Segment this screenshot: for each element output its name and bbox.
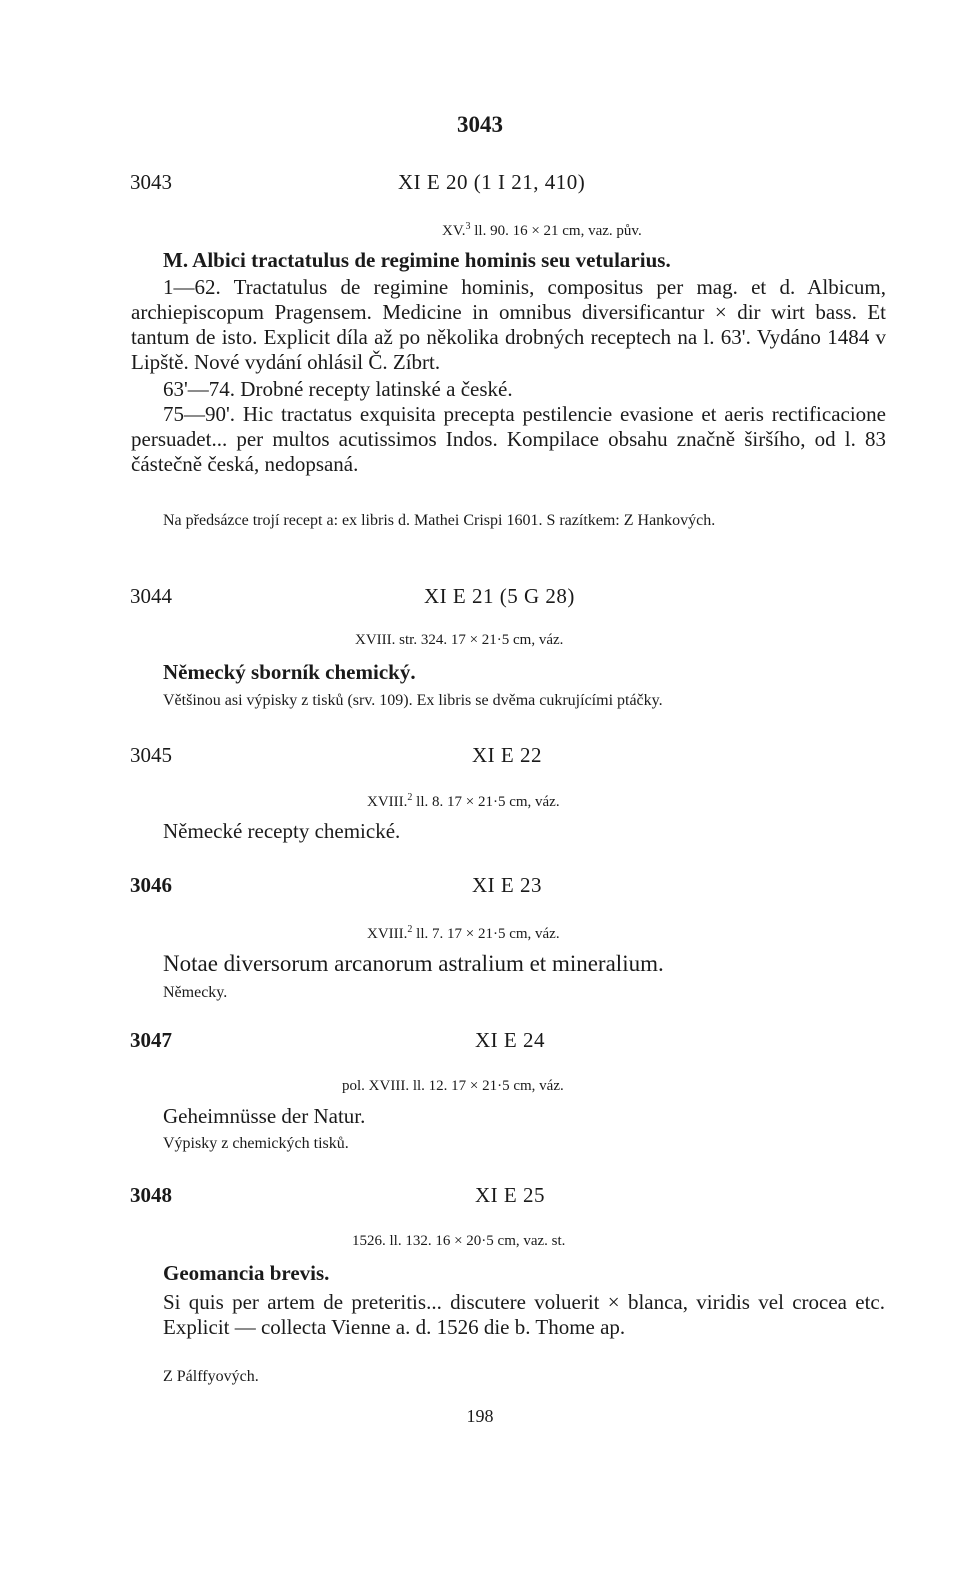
- page-header: 3043: [457, 112, 503, 137]
- entry-number: 3046: [130, 873, 172, 897]
- entry-title: Notae diversorum arcanorum astralium et mineralium.: [163, 951, 664, 976]
- entry-note: Většinou asi výpisky z tisků (srv. 109). Ex libris se dvěma cukrujícími ptáčky.: [163, 692, 663, 709]
- entry-number: 3048: [130, 1183, 172, 1207]
- entry-paragraph: Si quis per artem de preteritis... discutere voluerit × blanca, viridis vel crocea etc. Explicit — collecta Vienne a. d. 1526 die b. Thome ap.: [163, 1290, 885, 1339]
- entry-meta: pol. XVIII. ll. 12. 17 × 21·5 cm, váz.: [342, 1078, 564, 1094]
- entry-signature: XI E 24: [475, 1028, 545, 1052]
- entry-title: Německé recepty chemické.: [163, 819, 401, 843]
- entry-note: Německy.: [163, 984, 228, 1001]
- entry-paragraph: 63'—74. Drobné recepty latinské a české.: [163, 377, 513, 401]
- page-number: 198: [466, 1406, 494, 1426]
- entry-description: [163, 1290, 885, 1340]
- entry-number: 3047: [130, 1028, 172, 1052]
- entry-signature: XI E 23: [472, 873, 542, 897]
- entry-meta: XVIII. str. 324. 17 × 21·5 cm, váz.: [355, 632, 564, 648]
- entry-number: 3043: [130, 170, 172, 194]
- entry-paragraph: 75—90'. Hic tractatus exquisita precepta pestilencie evasione et aeris rectificacione persuadet... per multos acutissimos Indos. Kompilace obsahu značně širšího, od l. 83 částečně česká, nedopsaná.: [131, 402, 886, 476]
- entry-meta: XV.$^3$ ll. 90. 16 × 21 cm, vaz. pův.: [442, 221, 642, 239]
- entry-signature: XI E 25: [475, 1183, 545, 1207]
- entry-title: Německý sborník chemický.: [163, 660, 416, 684]
- entry-signature: XI E 20 (1 I 21, 410): [398, 170, 586, 194]
- entry-title: Geheimnüsse der Natur.: [163, 1104, 366, 1128]
- entry-note: Na předsázce trojí recept a: ex libris d. Mathei Crispi 1601. S razítkem: Z Hankových.: [163, 512, 716, 529]
- entry-signature: XI E 22: [472, 743, 542, 767]
- entry-title: M. Albici tractatulus de regimine hominis seu vetularius.: [163, 248, 671, 272]
- entry-paragraph: 1—62. Tractatulus de regimine hominis, compositus per mag. et d. Albicum, archiepiscopum Pragensem. Medicine in omnibus diversificantur × dir wirt bass. Et tantum de isto. Explicit díla až po několika drobných receptech na l. 63'. Vydáno 1484 v Lipště. Nové vydání ohlásil Č. Zíbrt.: [131, 275, 886, 374]
- entry-note: Z Pálffyových.: [163, 1368, 259, 1385]
- entry-number: 3045: [130, 743, 172, 767]
- entry-meta: XVIII.$^2$ ll. 8. 17 × 21·5 cm, váz.: [367, 792, 560, 810]
- entry-title: Geomancia brevis.: [163, 1261, 330, 1285]
- entry-description: [131, 275, 886, 477]
- entry-meta: XVIII.$^2$ ll. 7. 17 × 21·5 cm, váz.: [367, 924, 560, 942]
- entry-note: Výpisky z chemických tisků.: [163, 1135, 349, 1152]
- entry-meta: 1526. ll. 132. 16 × 20·5 cm, vaz. st.: [352, 1233, 566, 1249]
- entry-number: 3044: [130, 584, 172, 608]
- entry-signature: XI E 21 (5 G 28): [424, 584, 575, 608]
